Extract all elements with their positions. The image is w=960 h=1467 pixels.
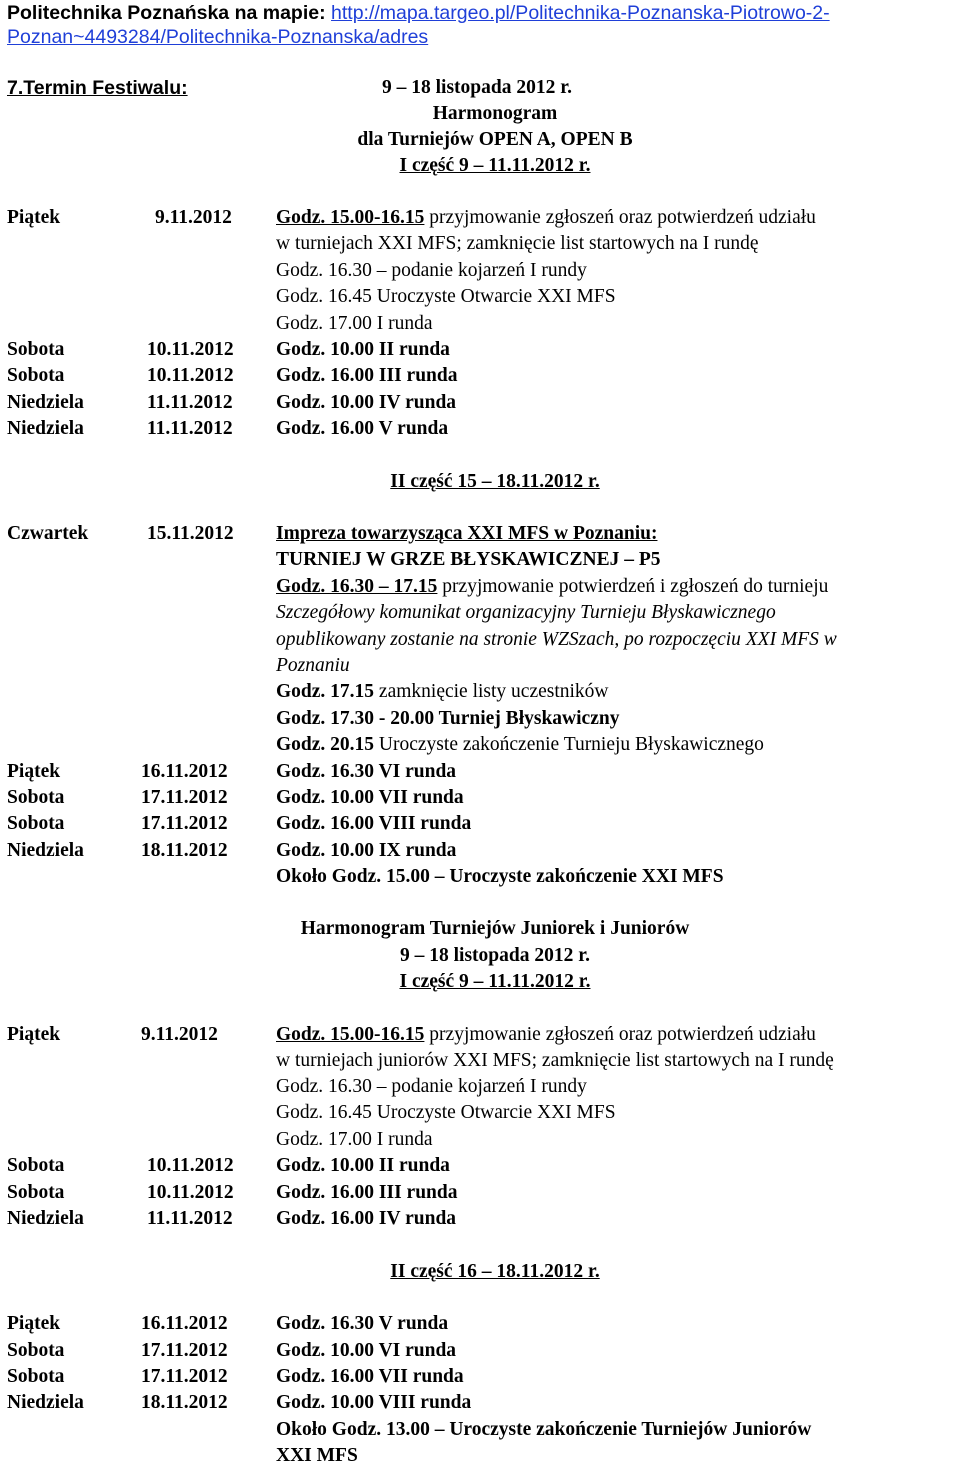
date-label: 10.11.2012: [147, 339, 234, 360]
schedule-entry: Godz. 16.45 Uroczyste Otwarcie XXI MFS: [276, 1102, 616, 1123]
day-label: Sobota: [7, 1366, 65, 1387]
date-label: 10.11.2012: [147, 1182, 234, 1203]
date-label: 11.11.2012: [147, 1208, 233, 1229]
schedule-entry: Godz. 17.30 - 20.00 Turniej Błyskawiczny: [276, 708, 620, 729]
round-entry: Godz. 10.00 VII runda: [276, 787, 464, 808]
day-label: Niedziela: [7, 840, 84, 861]
tournament-name: TURNIEJ W GRZE BŁYSKAWICZNEJ – P5: [276, 549, 661, 570]
junior-part2-title: II część 16 – 18.11.2012 r.: [390, 1261, 600, 1282]
schedule-entry: Godz. 17.00 I runda: [276, 313, 433, 334]
date-label: 16.11.2012: [141, 1313, 228, 1334]
day-label: Czwartek: [7, 523, 89, 544]
date-label: 10.11.2012: [147, 365, 234, 386]
round-entry: Godz. 10.00 VI runda: [276, 1340, 457, 1361]
schedule-entry-continued: w turniejach XXI MFS; zamknięcie list startowych na I rundę: [276, 233, 759, 254]
day-label: Niedziela: [7, 418, 84, 439]
round-entry: Godz. 10.00 IX runda: [276, 840, 457, 861]
junior-dates: 9 – 18 listopada 2012 r.: [400, 945, 590, 966]
date-label: 16.11.2012: [141, 761, 228, 782]
round-entry: Godz. 10.00 II runda: [276, 1155, 450, 1176]
open-title: Harmonogram: [432, 103, 558, 124]
open-part2-title: II część 15 – 18.11.2012 r.: [390, 471, 600, 492]
info-note: Poznaniu: [276, 655, 350, 676]
text-span: przyjmowanie zgłoszeń oraz potwierdzeń udziału: [424, 1024, 816, 1045]
date-label: 17.11.2012: [141, 813, 228, 834]
text-span: Uroczyste zakończenie Turnieju Błyskawicznego: [374, 734, 764, 755]
day-label: Sobota: [7, 365, 65, 386]
day-label: Sobota: [7, 813, 65, 834]
round-entry: Godz. 16.00 III runda: [276, 365, 458, 386]
open-subtitle: dla Turniejów OPEN A, OPEN B: [357, 129, 633, 150]
map-link[interactable]: http://mapa.targeo.pl/Politechnika-Poznanska-Piotrowo-2-: [331, 2, 830, 24]
text-span: Godz. 15.00-16.15: [276, 1024, 425, 1045]
schedule-entry: [276, 733, 764, 756]
date-label: 11.11.2012: [147, 418, 233, 439]
day-label: Sobota: [7, 787, 65, 808]
schedule-entry: Godz. 16.45 Uroczyste Otwarcie XXI MFS: [276, 286, 616, 307]
day-label: Niedziela: [7, 392, 84, 413]
schedule-entry: Godz. 16.30 – podanie kojarzeń I rundy: [276, 1076, 587, 1097]
text-span: Godz. 17.15: [276, 681, 375, 702]
day-label: Niedziela: [7, 1208, 84, 1229]
day-label: Niedziela: [7, 1392, 84, 1413]
info-note: Szczegółowy komunikat organizacyjny Turnieju Błyskawicznego: [276, 602, 776, 623]
day-label: Piątek: [7, 207, 61, 228]
date-label: 9.11.2012: [141, 1024, 218, 1045]
date-label: 18.11.2012: [141, 840, 228, 861]
day-label: Sobota: [7, 1340, 65, 1361]
day-label: Piątek: [7, 1313, 61, 1334]
date-label: 18.11.2012: [141, 1392, 228, 1413]
day-label: Sobota: [7, 1182, 65, 1203]
schedule-entry: [276, 680, 609, 703]
map-link-continued[interactable]: Poznan~4493284/Politechnika-Poznanska/adres: [7, 26, 429, 48]
schedule-entry: [276, 1023, 816, 1046]
junior-part1-title: I część 9 – 11.11.2012 r.: [399, 971, 591, 992]
day-label: Piątek: [7, 761, 61, 782]
closing-ceremony: Około Godz. 13.00 – Uroczyste zakończenie Turniejów Juniorów: [276, 1419, 812, 1440]
day-label: Sobota: [7, 339, 65, 360]
text-span: Godz. 16.30 – 17.15: [276, 576, 438, 597]
text-span: zamknięcie listy uczestników: [374, 681, 609, 702]
text-span: przyjmowanie potwierdzeń i zgłoszeń do turnieju: [437, 576, 829, 597]
text-span: Godz. 15.00-16.15: [276, 207, 425, 228]
round-entry: Godz. 16.00 VII runda: [276, 1366, 464, 1387]
location-label: Politechnika Poznańska na mapie:: [7, 2, 326, 24]
round-entry: Godz. 16.00 VIII runda: [276, 813, 472, 834]
event-title: Impreza towarzysząca XXI MFS w Poznaniu:: [276, 523, 658, 544]
schedule-entry: [276, 206, 816, 229]
open-part1-title: I część 9 – 11.11.2012 r.: [399, 155, 591, 176]
date-label: 9.11.2012: [155, 207, 232, 228]
festival-dates: 9 – 18 listopada 2012 r.: [382, 77, 572, 98]
date-label: 11.11.2012: [147, 392, 233, 413]
round-entry: Godz. 16.00 V runda: [276, 418, 449, 439]
closing-ceremony-continued: XXI MFS: [276, 1445, 358, 1466]
round-entry: Godz. 16.30 V runda: [276, 1313, 449, 1334]
festival-label: 7.Termin Festiwalu:: [7, 77, 188, 99]
round-entry: Godz. 10.00 IV runda: [276, 392, 457, 413]
day-label: Piątek: [7, 1024, 61, 1045]
info-note: opublikowany zostanie na stronie WZSzach, po rozpoczęciu XXI MFS w: [276, 629, 837, 650]
round-entry: Godz. 16.00 IV runda: [276, 1208, 457, 1229]
date-label: 17.11.2012: [141, 1366, 228, 1387]
schedule-entry: [276, 575, 828, 598]
closing-ceremony: Około Godz. 15.00 – Uroczyste zakończenie XXI MFS: [276, 866, 724, 887]
day-label: Sobota: [7, 1155, 65, 1176]
schedule-entry: Godz. 17.00 I runda: [276, 1129, 433, 1150]
date-label: 17.11.2012: [141, 787, 228, 808]
schedule-entry-continued: w turniejach juniorów XXI MFS; zamknięcie list startowych na I rundę: [276, 1050, 834, 1071]
text-span: przyjmowanie zgłoszeń oraz potwierdzeń udziału: [424, 207, 816, 228]
round-entry: Godz. 10.00 VIII runda: [276, 1392, 472, 1413]
round-entry: Godz. 16.30 VI runda: [276, 761, 457, 782]
round-entry: Godz. 16.00 III runda: [276, 1182, 458, 1203]
text-span: Godz. 20.15: [276, 734, 375, 755]
schedule-entry: Godz. 16.30 – podanie kojarzeń I rundy: [276, 260, 587, 281]
round-entry: Godz. 10.00 II runda: [276, 339, 450, 360]
date-label: 17.11.2012: [141, 1340, 228, 1361]
junior-title: Harmonogram Turniejów Juniorek i Juniorów: [300, 918, 690, 939]
date-label: 10.11.2012: [147, 1155, 234, 1176]
map-line: [7, 2, 830, 25]
date-label: 15.11.2012: [147, 523, 234, 544]
